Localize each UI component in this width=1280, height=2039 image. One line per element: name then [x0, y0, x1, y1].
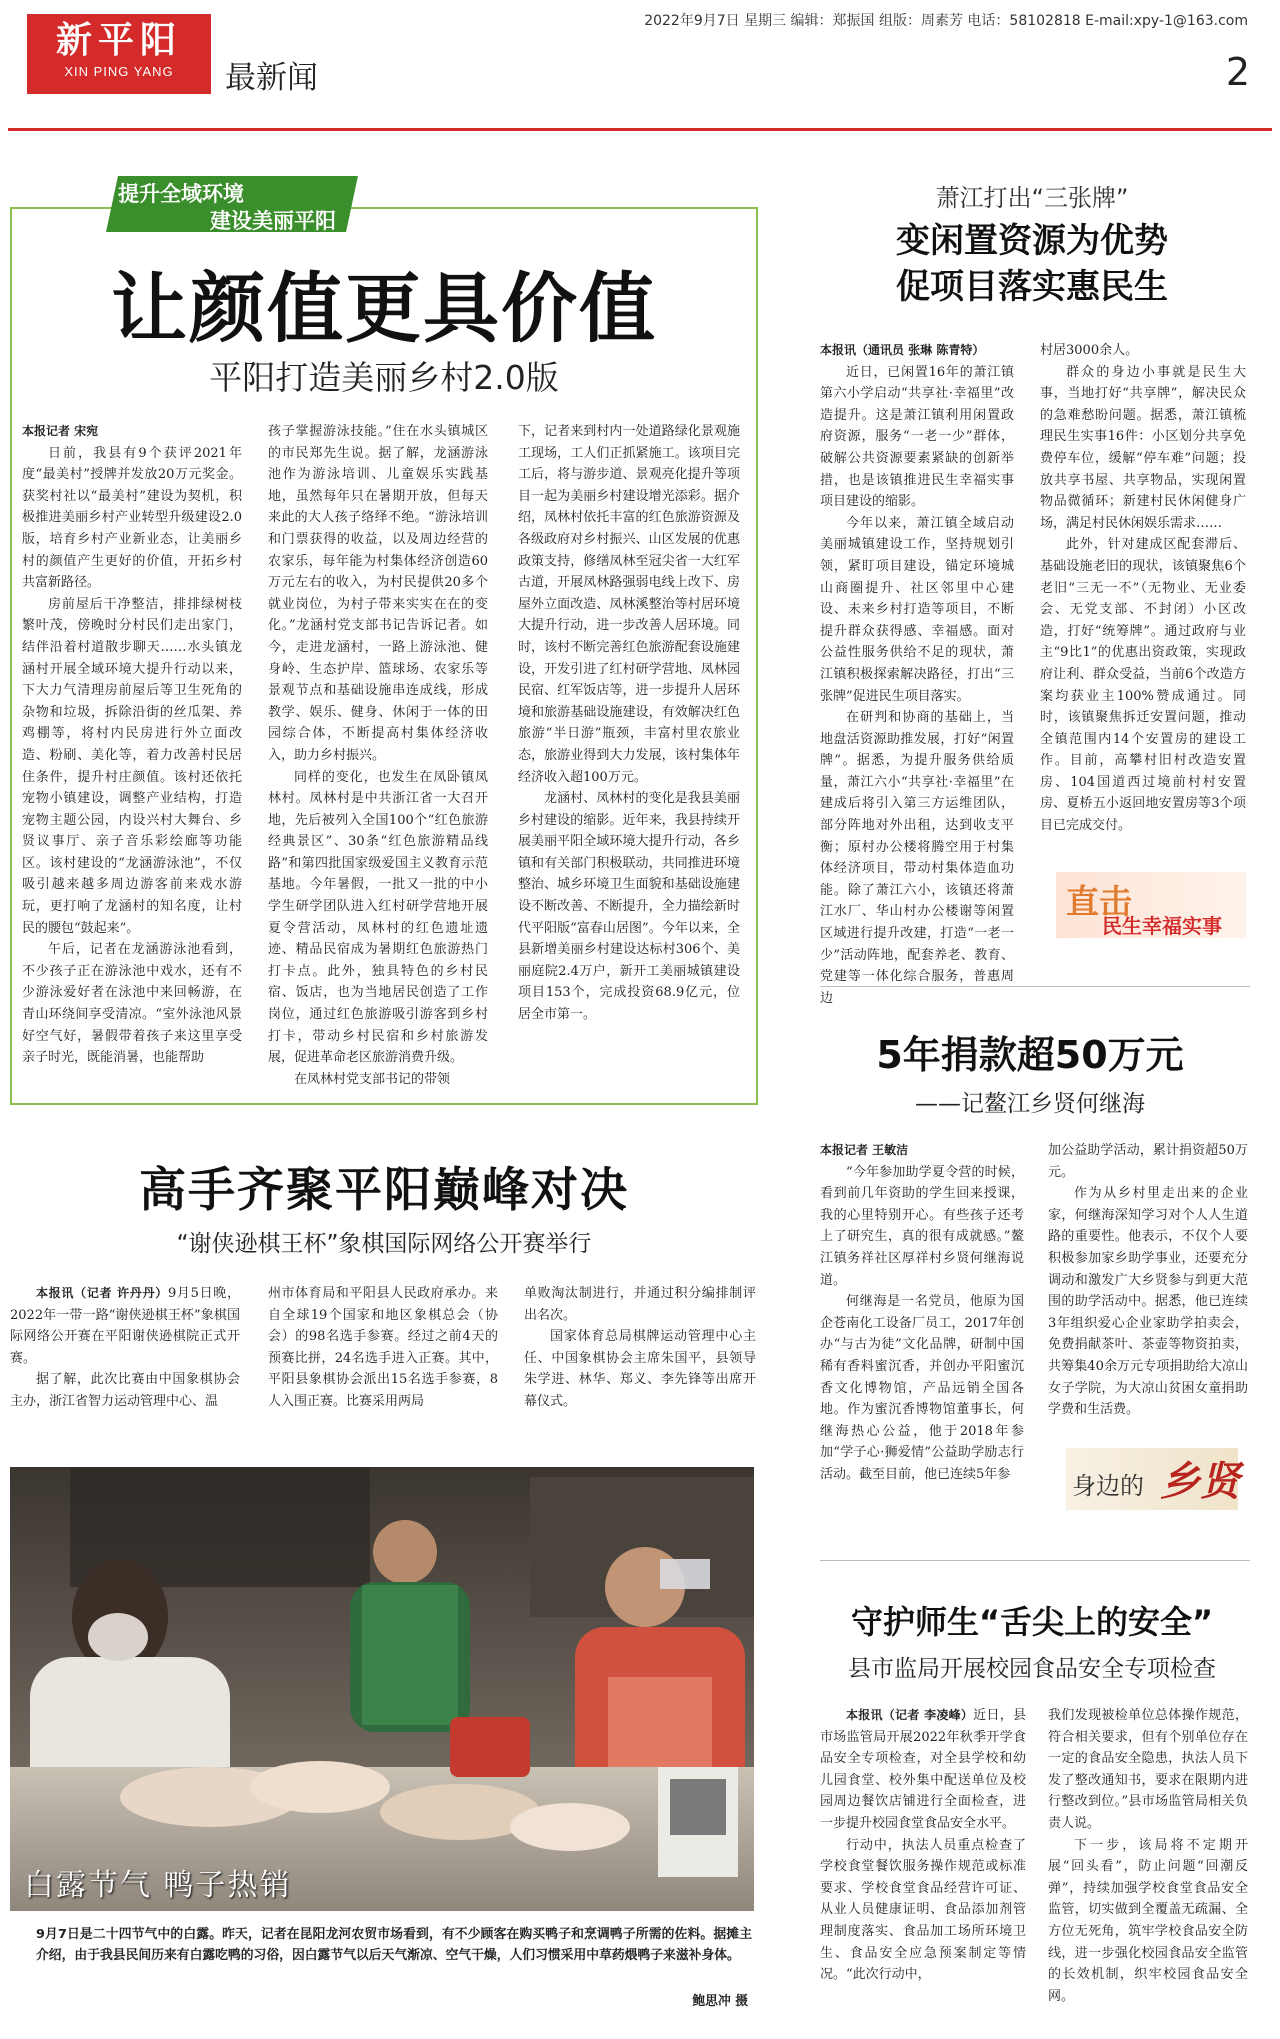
paragraph: 在凤林村党支部书记的带领 — [294, 1071, 451, 1087]
paragraph: 同样的变化，也发生在凤卧镇凤林村。凤林村是中共浙江省一大召开地，先后被列入全国100个“红色旅游经典景区”、30条“红色旅游精品线路”和第四批国家级爱国主义教育示范基地。今年暑假，一批又一批的中小学生研学团队进入红村研学营地开展夏令营活动，凤林村的红色遗址遗迹、精品民宿成为暑期红色旅游热门打卡点。此外，独具特色的乡村民宿、饭店，也为当地居民创造了工作岗位，通过红色旅游吸引游客到乡村打卡，带动乡村民宿和乡村旅游发展，促进革命老区旅游消费升级。 — [268, 769, 488, 1066]
logo-chinese-name: 新平阳 — [55, 19, 182, 61]
paragraph: 下，记者来到村内一处道路绿化景观施工现场，工人们正抓紧施工。该项目完工后，将与游步道、景观亮化提升等项目一起为美丽乡村建设增光添彩。据介绍，凤林村依托丰富的红色旅游资源及各级政府对乡村振兴、山区发展的优惠政策支持，修缮凤林至冠尖省一大红军古道，开展凤林路强弱电线上改下、房屋外立面改造、凤林溪整治等村居环境大提升行动，进一步改善人居环境。同时，该村不断完善红色旅游配套设施建设，开发引进了红村研学营地、凤林园民宿、红军饭店等，进一步提升人居环境和旅游基础设施建设，有效解决红色旅游“半日游”瓶颈，丰富村里农旅业态，旅游业得到大力发展，该村集体年经济收入超100万元。 — [518, 424, 740, 785]
column-badge-subtitle: 民生幸福实事 — [1102, 914, 1222, 938]
story3-subheadline: ——记鳌江乡贤何继海 — [915, 1091, 1145, 1117]
story5-column-2 — [1048, 1705, 1248, 2031]
story1-column-1 — [22, 421, 242, 1086]
story2-byline: 本报讯（通讯员 张琳 陈青特） — [820, 343, 985, 357]
paragraph: 房前屋后干净整洁，排排绿树枝繁叶茂，傍晚时分村民们走出家门，结伴沿着村道散步聊天……水头镇龙涵村开展全域环境大提升行动以来，下大力气清理房前屋后等卫生死角的杂物和垃圾，拆除沿街的丝瓜架、养鸡棚等，将村内民房进行外立面改造、粉刷、美化等，着力改善村民居住条件，提升村庄颜值。该村还依托宠物小镇建设，调整产业结构，打造宠物主题公园，内设兴村大舞台、乡贤议事厅、亲子音乐彩绘廊等功能区。该村建设的“龙涵游泳池”，不仅吸引越来越多周边游客前来戏水游玩，更打响了龙涵村的知名度，让村民的腰包“鼓起来”。 — [22, 596, 242, 936]
paragraph: 村居3000余人。 — [1040, 343, 1139, 358]
story3-column-1 — [820, 1140, 1024, 1506]
story4-byline: 本报讯（记者 许丹丹） — [36, 1286, 168, 1300]
section-divider — [820, 986, 1250, 987]
story5-column-1 — [820, 1705, 1026, 2031]
paragraph: 行动中，执法人员重点检查了学校食堂餐饮服务操作规范或标准要求、学校食堂食品经营许可证、从业人员健康证明、食品添加剂管理制度落实、食品加工场所环境卫生、食品安全应急预案制定等情况。“此次行动中， — [820, 1837, 1026, 1983]
paragraph: 何继海是一名党员，他原为国企苍南化工设备厂员工，2017年创办“与古为徒”文化品牌，研制中国稀有香料蜜沉香，并创办平阳蜜沉香文化博物馆，产品远销全国各地。作为蜜沉香博物馆董事长，何继海热心公益，他于2018年参加“学子心·狮爱情”公益助学励志行活动。截至目前，他已连续5年参 — [820, 1294, 1024, 1482]
paragraph: 群众的身边小事就是民生大事，当地打好“共享牌”，解决民众的急难愁盼问题。据悉，萧江镇梳理民生实事16件：小区划分共享免费停车位，缓解“停车难”问题；投放共享书屋、共享物品，实现闲置物品微循环；新建村民休闲健身广场，满足村民休闲娱乐需求…… — [1040, 364, 1246, 531]
story3-column-2 — [1048, 1140, 1248, 1440]
paragraph: 州市体育局和平阳县人民政府承办。来自全球19个国家和地区象棋总会（协会）的98名选手参赛。经过之前4天的预赛比拼，24名选手进入正赛。其中，平阳县象棋协会派出15名选手参赛，8人入围正赛。比赛采用两局 — [268, 1286, 498, 1409]
paragraph: 日前，我县有9个获评2021年度“最美村”授牌并发放20万元奖金。获奖村社以“最美村”建设为契机，积极推进美丽乡村产业转型升级建设2.0版，培育乡村产业新业态，让美丽乡村的颜值产生更好的价值，开拓乡村共富新路径。 — [22, 445, 242, 591]
story1-subheadline: 平阳打造美丽乡村2.0版 — [209, 358, 559, 397]
story5-byline: 本报讯（记者 李凌峰） — [846, 1708, 974, 1722]
column-badge-title: 身边的 — [1072, 1472, 1144, 1500]
story1-headline: 让颜值更具价值 — [111, 264, 657, 353]
story2-column-1 — [820, 340, 1014, 1006]
column-badge-title: 直击 — [1066, 882, 1132, 921]
paragraph: “今年参加助学夏令营的时候，看到前几年资助的学生回来授课，我的心里特别开心。有些孩子还考上了研究生，真的很有成就感。”鳌江镇务祥社区厚祥村乡贤何继海说道。 — [820, 1164, 1024, 1288]
paragraph: 下一步，该局将不定期开展“回头看”，防止问题“回潮反弹”，持续加强学校食堂食品安全监管，切实做到全覆盖无疏漏、全方位无死角，筑牢学校食品安全防线，进一步强化校园食品安全监管的长效机制，织牢校园食品安全网。 — [1048, 1837, 1248, 2004]
paragraph: 国家体育总局棋牌运动管理中心主任、中国象棋协会主席朱国平，县领导朱学进、林华、郑义、李先锋等出席开幕仪式。 — [524, 1329, 756, 1409]
paragraph: 孩子掌握游泳技能。”住在水头镇城区的市民郑先生说。据了解，龙涵游泳池作为游泳培训、儿童娱乐实践基地，虽然每年只在暑期开放，但每天来此的大人孩子络绎不绝。“游泳培训和门票获得的收益，以及周边经营的农家乐，每年能为村集体经济创造60万元左右的收入，为村民提供20多个就业岗位，为村子带来实实在在的变化。”龙涵村党支部书记告诉记者。如今，走进龙涵村，一路上游泳池、健身岭、生态护岸、篮球场、农家乐等景观节点和基础设施串连成线，形成教学、娱乐、健身、休闲于一体的田园综合体，不断提高村集体经济收入，助力乡村振兴。 — [268, 424, 488, 763]
story2-headline — [832, 218, 1232, 310]
paragraph: 午后，记者在龙涵游泳池看到，不少孩子正在游泳池中戏水，还有不少游泳爱好者在泳池中来回畅游，在青山环绕间享受清凉。“室外泳池风景好空气好，暑假带着孩子来这里享受亲子时光，既能消暑，也能帮助 — [22, 942, 242, 1066]
story1-banner-line2: 建设美丽平阳 — [210, 209, 336, 233]
story5-subheadline: 县市监局开展校园食品安全专项检查 — [848, 1656, 1216, 1682]
paragraph: 此外，针对建成区配套滞后、基础设施老旧的现状，该镇聚焦6个老旧“三无一不”（无物业、无业委会、无党支部、不封闭）小区改造，打好“统筹牌”。通过政府与业主“9比1”的优惠出资政策，实现政府让利、群众受益，当前6个改造方案均获业主100%赞成通过。同时，该镇聚焦拆迁安置问题，推动全镇范围内14个安置房的建设工作。目前，高攀村旧村改造安置房、104国道西过境前村村安置房、夏桥五小返回地安置房等3个项目已完成交付。 — [1040, 537, 1246, 834]
section-title: 最新闻 — [225, 60, 318, 96]
paragraph: 今年以来，萧江镇全域启动美丽城镇建设工作，坚持规划引领，紧盯项目建设，锚定环境城山商圈提升、社区邻里中心建设、未来乡村打造等项目，不断提升群众获得感、幸福感。面对公益性服务供给不足的现状，萧江镇积极探索解决路径，打出“三张牌”促进民生项目落实。 — [820, 515, 1014, 704]
story4-column-2 — [268, 1283, 498, 1423]
story2-headline-line2: 促项目落实惠民生 — [896, 267, 1168, 307]
story4-column-1 — [10, 1283, 240, 1423]
story2-headline-line1: 变闲置资源为优势 — [896, 221, 1168, 261]
market-photo-illustration — [10, 1467, 754, 1911]
masthead-divider — [8, 128, 1272, 131]
column-badge-subtitle: 乡贤 — [1160, 1458, 1240, 1505]
photo-caption: 9月7日是二十四节气中的白露。昨天，记者在昆阳龙河农贸市场看到，有不少顾客在购买鸭子和烹调鸭子所需的佐料。据摊主介绍，由于我县民间历来有白露吃鸭的习俗，因白露节气以后天气渐凉、空气干燥，人们习惯采用中草药煨鸭子来滋补身体。 — [36, 1927, 752, 1963]
photo-overlay-title: 白露节气 鸭子热销 — [24, 1868, 292, 1903]
paragraph: 我们发现被检单位总体操作规范，符合相关要求，但有个别单位存在一定的食品安全隐患，执法人员下发了整改通知书，要求在限期内进行整改到位。”县市场监管局相关负责人说。 — [1048, 1708, 1248, 1831]
paragraph: 单败淘汰制进行，并通过积分编排制评出名次。 — [524, 1286, 756, 1323]
paragraph: 本报讯（记者 李凌峰）近日，县市场监管局开展2022年秋季开学食品安全专项检查，对全县学校和幼儿园食堂、校外集中配送单位及校园周边餐饮店铺进行全面检查，进一步提升校园食堂食品安全水平。 — [820, 1708, 1026, 1831]
story4-column-3 — [524, 1283, 756, 1423]
story1-banner-line1: 提升全域环境 — [118, 182, 244, 206]
paragraph: 作为从乡村里走出来的企业家，何继海深知学习对个人人生道路的重要性。他表示，不仅个人要积极参加家乡助学事业，还要充分调动和激发广大乡贤参与到更大范围的助学活动中。据悉，他已连续3年组织爱心企业家助学拍卖会，免费捐献茶叶、茶壶等物资拍卖，共筹集40余万元专项捐助给大凉山女子学院，为大凉山贫困女童捐助学费和生活费。 — [1048, 1186, 1248, 1418]
newspaper-logo — [27, 14, 211, 94]
story3-byline: 本报记者 王敏洁 — [820, 1143, 909, 1157]
paragraph: 在研判和协商的基础上，当地盘活资源助推发展，打好“闲置牌”。据悉，为提升服务供给质量，萧江六小“共享社·幸福里”在建成后将引入第三方运维团队，部分阵地对外出租，达到收支平衡；原村办公楼将腾空用于村集体经济项目，带动村集体造血功能。除了萧江六小，该镇还将萧江水厂、华山村办公楼谢等闲置区域进行提升改建，打造“一老一少”活动阵地，配套养老、教育、党建等一体化综合服务，普惠周边 — [820, 710, 1014, 1006]
story1-column-3 — [518, 421, 740, 1086]
paragraph: 加公益助学活动，累计捐资超50万元。 — [1048, 1143, 1248, 1180]
logo-pinyin: XIN PING YANG — [64, 64, 174, 79]
story1-column-2 — [268, 421, 488, 1086]
paragraph: 龙涵村、凤林村的变化是我县美丽乡村建设的缩影。近年来，我县持续开展美丽平阳全域环境大提升行动，各乡镇和有关部门积极联动，共同推进环境整治、城乡环境卫生面貌和基础设施建设不断改善、不断提升，全力描绘新时代平阳版“富春山居图”。今年以来，全县新增美丽乡村建设达标村306个、美丽庭院2.4万户，新开工美丽城镇建设项目153个，完成投资68.9亿元，位居全市第一。 — [518, 791, 740, 1023]
story2-column-2 — [1040, 340, 1246, 860]
paragraph: 近日，已闲置16年的萧江镇第六小学启动“共享社·幸福里”改造提升。这是萧江镇利用闲置政府资源，服务“一老一少”群体，破解公共资源要素紧缺的创新举措，也是该镇推进民生幸福实事项目建设的缩影。 — [820, 364, 1014, 510]
story2-kicker: 萧江打出“三张牌” — [935, 184, 1129, 212]
paragraph: 据了解，此次比赛由中国象棋协会主办，浙江省智力运动管理中心、温 — [10, 1372, 240, 1409]
story1-byline: 本报记者 宋宛 — [22, 424, 99, 438]
section-divider — [820, 1560, 1250, 1561]
paragraph: 本报讯（记者 许丹丹）9月5日晚，2022年一带一路“谢侠逊棋王杯”象棋国际网络公开赛在平阳谢侠逊棋院正式开赛。 — [10, 1286, 241, 1366]
page-number: 2 — [1225, 50, 1250, 94]
market-photo — [10, 1467, 754, 1911]
story5-headline: 守护师生“舌尖上的安全” — [850, 1603, 1214, 1641]
story4-subheadline: “谢侠逊棋王杯”象棋国际网络公开赛举行 — [176, 1231, 592, 1257]
story3-headline: 5年捐款超50万元 — [876, 1033, 1184, 1077]
masthead-info: 2022年9月7日 星期三 编辑：郑振国 组版：周素芳 电话：58102818 E-mail:xpy-1@163.com — [644, 13, 1248, 29]
photo-credit: 鲍思冲 摄 — [692, 1994, 748, 2009]
story4-headline: 高手齐聚平阳巅峰对决 — [139, 1163, 629, 1218]
